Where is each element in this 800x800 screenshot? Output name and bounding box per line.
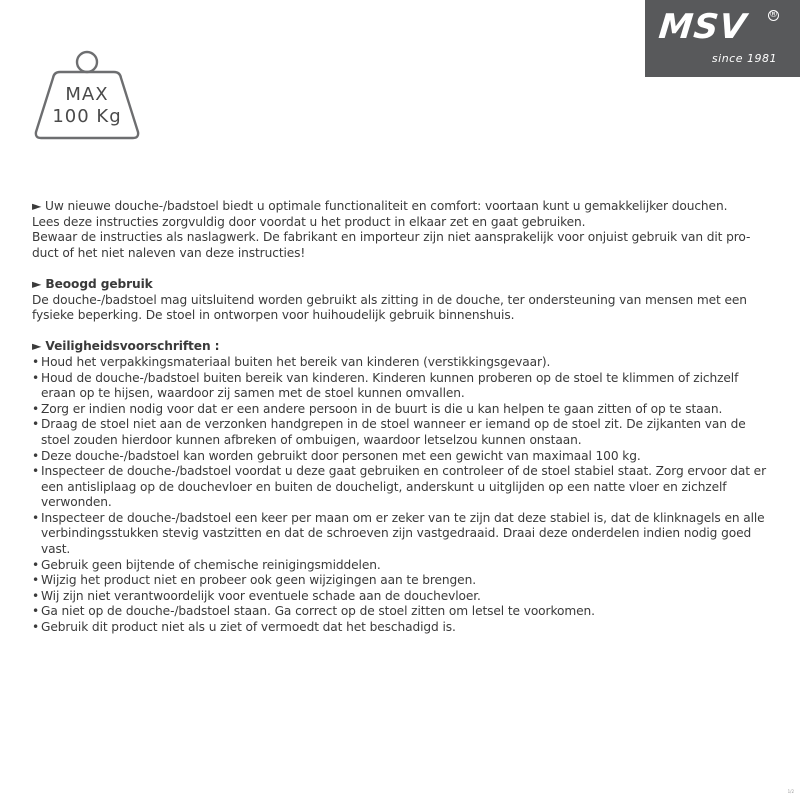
weight-icon (34, 48, 140, 140)
safety-item: • Draag de stoel niet aan de verzonken handgrepen in de stoel wanneer er iemand op de stoel zit. De zijkanten van de stoel zouden hierdoor kunnen afbreken of ombuigen, waardoor letselzou kunnen onstaan. (32, 417, 772, 448)
intended-use-heading: ► Beoogd gebruik (32, 276, 153, 291)
intro-line: Lees deze instructies zorgvuldig door voordat u het product in elkaar zet en gaat gebruiken. (32, 214, 586, 229)
safety-item: • Zorg er indien nodig voor dat er een andere persoon in de buurt is die u kan helpen te gaan zitten of op te staan. (32, 402, 772, 418)
registered-mark: ® (769, 10, 778, 20)
spacer (32, 261, 772, 277)
intro-line: Bewaar de instructies als naslagwerk. De fabrikant en importeur zijn niet aansprakelijk voor onjuist gebruik van dit pro- (32, 230, 751, 245)
page-mark: 1/2 (787, 789, 794, 794)
intro-line: ► Uw nieuwe douche-/badstoel biedt u optimale functionaliteit en comfort: voortaan kunt u gemakkelijker douchen. (32, 199, 728, 213)
instructions-body (32, 199, 772, 636)
intended-use-line: De douche-/badstoel mag uitsluitend worden gebruikt als zitting in de douche, ter ondersteuning van mensen met een (32, 292, 747, 307)
safety-item: • Gebruik dit product niet als u ziet of vermoedt dat het beschadigd is. (32, 620, 772, 636)
spacer (32, 324, 772, 340)
safety-list (32, 355, 772, 636)
safety-item: • Deze douche-/badstoel kan worden gebruikt door personen met een gewicht van maximaal 100 kg. (32, 449, 772, 465)
safety-item: • Houd het verpakkingsmateriaal buiten het bereik van kinderen (verstikkingsgevaar). (32, 355, 772, 371)
safety-item: • Gebruik geen bijtende of chemische reinigingsmiddelen. (32, 558, 772, 574)
weight-max-label: MAX (65, 84, 109, 105)
brand-logo (645, 0, 800, 77)
intended-use-section (32, 277, 772, 324)
logo-since: since 1981 (711, 52, 777, 65)
safety-item: • Inspecteer de douche-/badstoel een keer per maan om er zeker van te zijn dat deze stabiel is, dat de klinknagels en alle verbindingsstukken stevig vastzitten en dat de schroeven zijn vastgedraaid. Draai deze onderdelen indien nodig goed vast. (32, 511, 772, 558)
safety-item: • Ga niet op de douche-/badstoel staan. Ga correct op de stoel zitten om letsel te voorkomen. (32, 604, 772, 620)
intro-line: duct of het niet naleven van deze instructies! (32, 245, 306, 260)
weight-value-label: 100 Kg (52, 106, 122, 127)
safety-item: • Wijzig het product niet en probeer ook geen wijzigingen aan te brengen. (32, 573, 772, 589)
safety-heading: ► Veiligheidsvoorschriften : (32, 339, 220, 354)
safety-item: • Inspecteer de douche-/badstoel voordat u deze gaat gebruiken en controleer of de stoel stabiel staat. Zorg ervoor dat er een antisliplaag op de douchevloer en buiten de doucheligt, anderskunt u uitglijden op een natte vloer en zichzelf verwonden. (32, 464, 772, 511)
logo-wordmark: MSV (656, 7, 749, 47)
safety-section (32, 339, 772, 635)
intro-section (32, 199, 772, 261)
safety-item: • Wij zijn niet verantwoordelijk voor eventuele schade aan de douchevloer. (32, 589, 772, 605)
intended-use-line: fysieke beperking. De stoel in ontworpen voor huihoudelijk gebruik binnenshuis. (32, 308, 515, 323)
safety-item: • Houd de douche-/badstoel buiten bereik van kinderen. Kinderen kunnen proberen op de stoel te klimmen of zichzelf eraan op te hijsen, waardoor zij samen met de stoel kunnen omvallen. (32, 371, 772, 402)
